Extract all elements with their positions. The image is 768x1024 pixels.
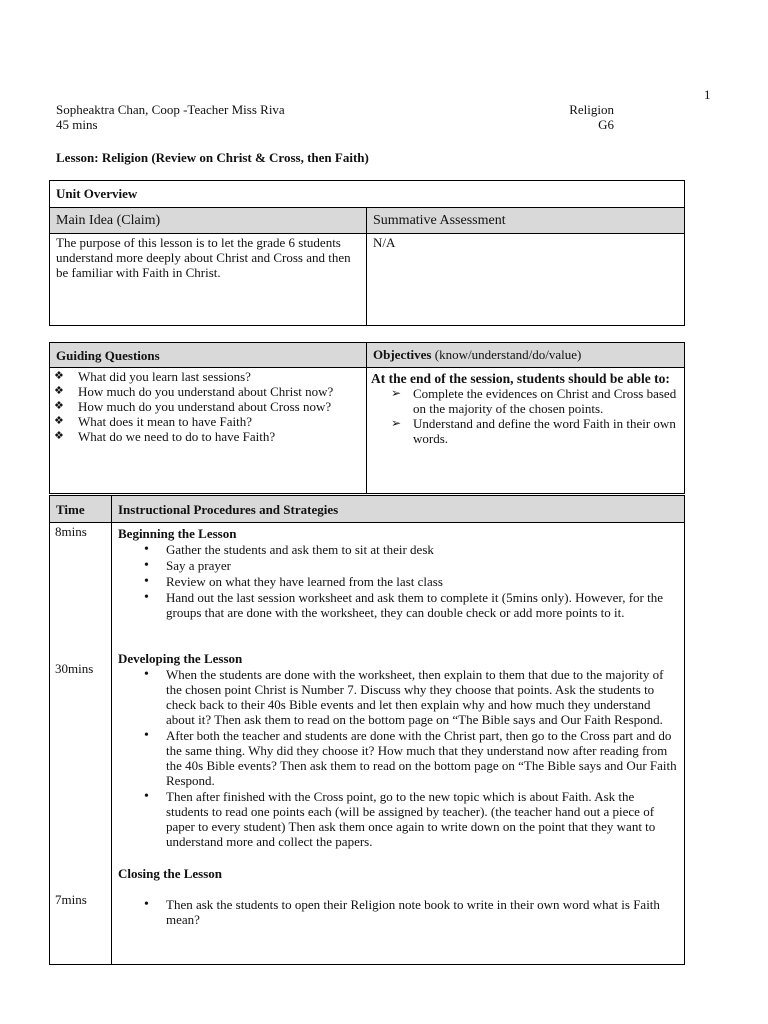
time-developing: 30mins [55, 661, 94, 676]
list-item: • Gather the students and ask them to sit at their desk [118, 542, 678, 557]
beginning-title: Beginning the Lesson [118, 526, 237, 541]
header-left [56, 102, 285, 132]
list-item: • Hand out the last session worksheet and ask them to complete it (5mins only). However, for the groups that are done with the worksheet, they can double check or add more points to it. [118, 590, 678, 620]
summative-text: N/A [367, 234, 685, 326]
list-item: ❖ What does it mean to have Faith? [50, 414, 360, 429]
times-cell [50, 523, 112, 965]
header-right [560, 102, 614, 132]
author-line: Sopheaktra Chan, Coop -Teacher Miss Riva [56, 102, 285, 117]
unit-overview-table [49, 180, 685, 326]
list-item: • Say a prayer [118, 558, 678, 573]
time-label: Time [50, 496, 112, 523]
list-item: ➢ Complete the evidences on Christ and Cross based on the majority of the chosen points. [367, 386, 678, 416]
list-item: ❖ How much do you understand about Christ now? [50, 384, 360, 399]
beginning-list [118, 542, 678, 620]
procedures-heading: Instructional Procedures and Strategies [112, 496, 685, 523]
procedures-cell [112, 523, 685, 965]
list-item: • When the students are done with the worksheet, then explain to them that due to the majority of the chosen point Christ is Number 7. Discuss why they choose that points. Ask the students to check back to their 40s Bible events and let then explain why and how much they understand about it? Then ask them to read on the bottom page on “The Bible says and Our Faith Respond. [118, 667, 678, 727]
time-beginning: 8mins [55, 524, 87, 539]
grade: G6 [598, 117, 614, 132]
subject: Religion [569, 102, 614, 117]
developing-list [118, 667, 678, 849]
duration: 45 mins [56, 117, 98, 132]
list-item: ➢ Understand and define the word Faith in their own words. [367, 416, 678, 446]
objectives-cell [367, 368, 685, 494]
objectives-intro: At the end of the session, students should be able to: [371, 371, 670, 386]
page-number: 1 [704, 87, 711, 102]
list-item: • After both the teacher and students are done with the Christ part, then go to the Cross part and do the same thing. Why did they choose it? How much that they understand now after reading from the 40s Bible events? Then ask them to read on the bottom page on “The Bible says and Our Faith Respond. [118, 728, 678, 788]
guiding-questions-heading: Guiding Questions [50, 343, 367, 368]
guiding-objectives-table [49, 342, 685, 494]
list-item: • Then ask the students to open their Religion note book to write in their own word what is Faith mean? [118, 897, 678, 927]
objectives-label: Objectives [373, 347, 432, 362]
summative-label: Summative Assessment [367, 208, 685, 234]
list-item: ❖ How much do you understand about Cross now? [50, 399, 360, 414]
closing-title: Closing the Lesson [118, 866, 223, 881]
objectives-list [367, 386, 678, 446]
time-closing: 7mins [55, 892, 87, 907]
objectives-sub: (know/understand/do/value) [431, 347, 582, 362]
lesson-title: Lesson: Religion (Review on Christ & Cross, then Faith) [56, 150, 369, 165]
list-item: ❖ What did you learn last sessions? [50, 369, 360, 384]
list-item: ❖ What do we need to do to have Faith? [50, 429, 360, 444]
list-item: • Then after finished with the Cross point, go to the new topic which is about Faith. Ask the students to read one points each (will be assigned by teacher). (the teacher hand out a piece of paper to every student) Then ask them once again to write down on the point that they want to understand more and collect the papers. [118, 789, 678, 849]
objectives-heading [367, 343, 685, 368]
main-idea-label: Main Idea (Claim) [50, 208, 367, 234]
guiding-questions-list [50, 369, 360, 444]
closing-list [118, 897, 678, 927]
procedures-table [49, 495, 685, 965]
main-idea-text: The purpose of this lesson is to let the grade 6 students understand more deeply about Christ and Cross and then be familiar with Faith in Christ. [50, 234, 367, 326]
developing-title: Developing the Lesson [118, 651, 243, 666]
guiding-questions-cell [50, 368, 367, 494]
unit-overview-heading: Unit Overview [50, 181, 685, 208]
list-item: • Review on what they have learned from the last class [118, 574, 678, 589]
